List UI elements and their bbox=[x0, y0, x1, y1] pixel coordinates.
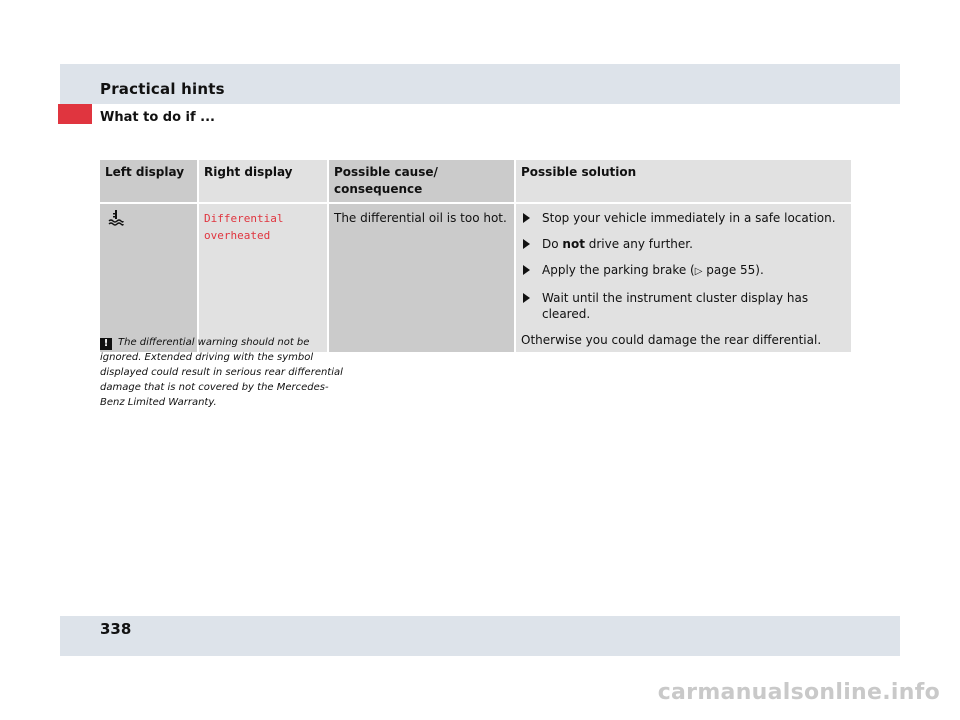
column-header-right-display: Right display bbox=[198, 159, 328, 203]
arrow-bullet-icon bbox=[523, 213, 530, 223]
display-messages-table bbox=[98, 158, 853, 354]
column-header-cause-label: Possible cause/ consequence bbox=[334, 165, 438, 196]
column-header-cause bbox=[328, 159, 515, 203]
differential-temperature-warning-icon bbox=[108, 210, 124, 226]
solution-step-text: Wait until the instrument cluster display has cleared. bbox=[542, 291, 809, 321]
footer-band bbox=[60, 616, 900, 656]
watermark: carmanualsonline.info bbox=[657, 680, 940, 705]
cause-cell bbox=[328, 203, 515, 353]
page-number: 338 bbox=[100, 620, 132, 638]
solution-note: Otherwise you could damage the rear differential. bbox=[521, 333, 822, 347]
column-header-left-display: Left display bbox=[99, 159, 198, 203]
table-header-row bbox=[99, 159, 852, 203]
right-display-cell bbox=[198, 203, 328, 353]
solution-step bbox=[521, 290, 846, 322]
solution-step bbox=[521, 262, 846, 280]
right-display-message: Differential overheated bbox=[204, 212, 284, 242]
section-title: Practical hints bbox=[100, 80, 225, 98]
arrow-bullet-icon bbox=[523, 239, 530, 249]
solution-step bbox=[521, 236, 846, 252]
solution-step-text: Apply the parking brake (▷ page 55). bbox=[542, 263, 764, 277]
solution-step-text: Stop your vehicle immediately in a safe location. bbox=[542, 211, 836, 225]
solution-step-text: Do not drive any further. bbox=[542, 237, 693, 251]
arrow-bullet-icon bbox=[523, 265, 530, 275]
exclamation-warning-icon: ! bbox=[100, 338, 112, 350]
column-header-solution: Possible solution bbox=[515, 159, 852, 203]
solution-cell bbox=[515, 203, 852, 353]
left-display-cell bbox=[99, 203, 198, 353]
warning-note bbox=[100, 335, 350, 410]
warning-text: The differential warning should not be ignored. Extended driving with the symbol displayed could result in serious rear differential damage that is not covered by the Mercedes-Benz Limited Warranty. bbox=[100, 337, 343, 408]
cause-text: The differential oil is too hot. bbox=[334, 211, 507, 225]
subsection-title: What to do if ... bbox=[100, 110, 215, 125]
arrow-bullet-icon bbox=[523, 293, 530, 303]
page-reference-triangle-icon: ▷ bbox=[694, 266, 703, 277]
table-row bbox=[99, 203, 852, 353]
section-marker bbox=[58, 104, 92, 124]
solution-step bbox=[521, 210, 846, 226]
